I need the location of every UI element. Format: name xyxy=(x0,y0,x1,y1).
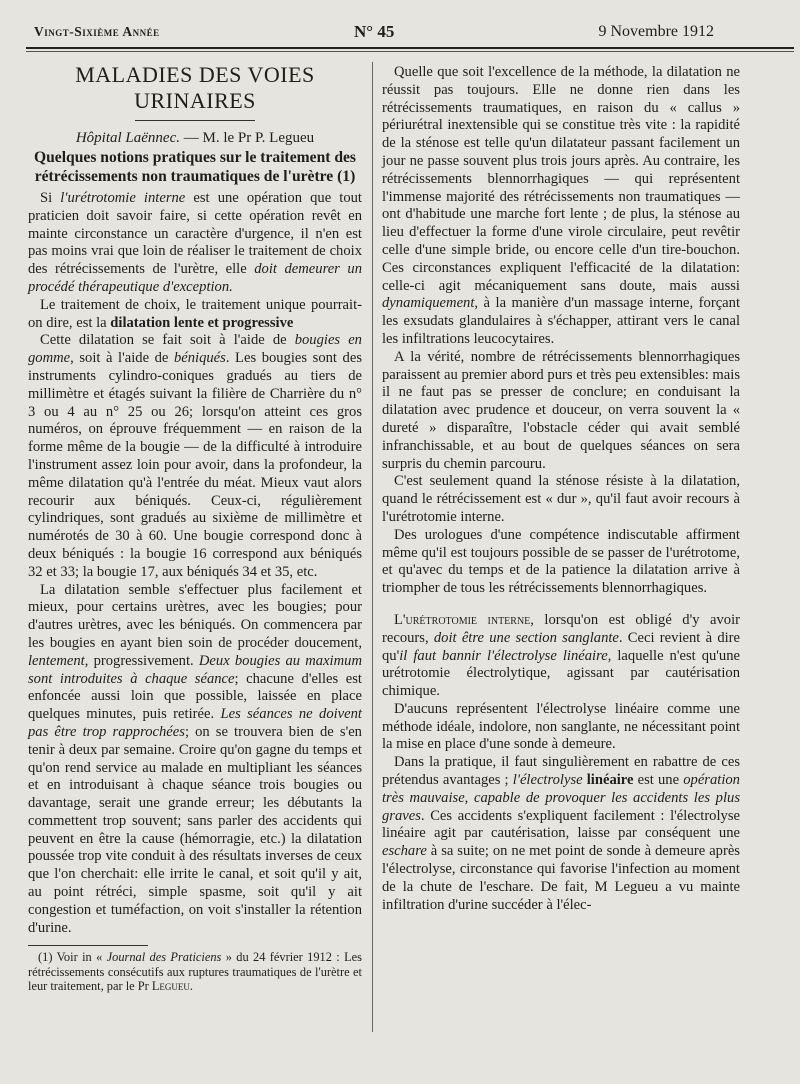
text-run: Deux bougies au maximum sont introduites à chaque séance xyxy=(28,652,362,687)
text-run: Des urologues d'une compétence indiscutable affirment même qu'il est toujours possible de se passer de l'urétrotome, et qu'avec du temps et de la patience la dilatation arrive à triompher de tous les rétrécissements blennorrhagiques. xyxy=(382,526,740,597)
text-run: ; on se trouvera bien de s'en tenir à deux par semaine. Croire qu'on gagne du temps et qu'on rend service au malade en multipliant les séances et en introduisant à chaque séance trois bougies ou davantage, serait une grande erreur; les débutants la commettent trop souvent; sans parler des accidents qui peuvent en être la cause (hémorragie, etc.) la dilatation poussée trop vite conduit à des résultats inverses de ceux que l'on cherchait: elle irrite le canal, et soit qu'il y ait, au point rétréci, simple spasme, soit qu'il y ait congestion et tuméfaction, on voit s'installer la rétention d'urine. xyxy=(28,723,362,936)
text-run: , soit à l'aide de xyxy=(70,350,174,367)
text-run: Les séances ne doivent pas être trop rapprochées xyxy=(28,706,362,740)
text-run: dilatation lente et progressive xyxy=(110,314,294,331)
author-name: — M. le Pr P. Legueu xyxy=(179,130,315,146)
text-run: (1) Voir in « xyxy=(38,950,107,965)
paragraph xyxy=(382,349,740,474)
text-run: l'électrolyse xyxy=(512,772,583,789)
text-run: Legueu xyxy=(151,979,190,994)
text-run: ; chacune d'elles est enfoncée aussi loin que possible, laissée en place quelques minutes, puis retirée. xyxy=(28,670,362,723)
text-run: C'est seulement quand la sténose résiste à la dilatation, quand le rétrécissement est « dur », qu'il faut avoir recours à l'urétrotomie interne. xyxy=(382,473,740,525)
paragraph xyxy=(28,297,362,333)
paragraph xyxy=(382,473,740,526)
right-column xyxy=(382,64,740,914)
footnote-rule xyxy=(28,945,148,946)
footnote xyxy=(28,950,362,994)
text-run: eschare xyxy=(382,843,427,860)
header-rule xyxy=(26,47,794,49)
hospital-name: Hôpital Laënnec. xyxy=(75,130,180,146)
left-column xyxy=(28,60,362,994)
text-run: . Les bougies sont des instruments cylindro-coniques gradués au tiers de millimètre et étagés suivant la filière de Charrière du n° 3 ou 4 au n° 25 ou 26; lorsqu'on atteint ces gros numéros, on éprouve fréquemment — en raison de la forme même de la bougie — de la difficulté à introduire l'instrument assez loin pour avoir, dans la profondeur, la même dilatation qu'à l'entrée du méat. Mieux vaut alors recourir aux béniqués. Ceux-ci, régulièrement cylindriques, sont gradués au sixième de millimètre et numérotés de 30 à 60. Une bougie correspond donc à deux béniqués : la bougie 16 correspond aux béniqués 32 et 33; la bougie 17, aux béniqués 34 et 35, etc. xyxy=(28,350,362,580)
text-run: Si xyxy=(40,190,61,206)
text-run: est une xyxy=(633,772,684,789)
text-run: lentement xyxy=(28,652,85,669)
text-run: linéaire xyxy=(582,772,634,789)
paragraph xyxy=(28,190,362,297)
text-run: doit demeurer un procédé thérapeutique d'exception. xyxy=(28,261,362,295)
title-rule xyxy=(135,120,255,121)
text-run: il faut bannir l'électrolyse linéaire xyxy=(399,647,608,664)
text-run: . Ceci revient à dire qu' xyxy=(382,629,741,664)
text-run: est une opération que tout praticien doit savoir faire, si cette opération revêt en mainte circonstance un caractère d'urgence, il n'en est pas moins vrai que loin de réaliser le traitement de choix des rétrécissements de l'urètre, elle xyxy=(28,190,362,278)
section-title: MALADIES DES VOIES URINAIRES xyxy=(75,62,315,113)
column-divider xyxy=(372,62,373,1032)
text-run: Le traitement de choix, le traitement unique pourrait-on dire, est la xyxy=(28,296,362,331)
text-run: béniqués xyxy=(173,350,226,367)
text-run: . Ces accidents s'expliquent facilement : l'électrolyse linéaire agit par cautérisation, laisse par conséquent une xyxy=(382,807,740,842)
text-run: . xyxy=(189,979,194,994)
text-run: , à la manière d'un massage interne, forçant les exsudats glandulaires à s'échapper, attirant vers le canal les infiltrations leucocytaires. xyxy=(382,295,740,347)
issue-number: N° 45 xyxy=(354,22,395,41)
text-run: » du 24 février 1912 : Les rétrécissements consécutifs aux ruptures traumatiques de l'urètre et leur traitement, par le Pr xyxy=(28,950,362,994)
text-run: Dans la pratique, il faut singulièrement en rabattre de ces prétendus avantages ; xyxy=(382,754,740,789)
byline xyxy=(28,129,362,147)
text-run: Cette dilatation se fait soit à l'aide de xyxy=(40,332,295,349)
text-run: opération très mauvaise, capable de provoquer les accidents les plus graves xyxy=(382,772,740,824)
text-run: doit être une section sanglante xyxy=(433,629,619,646)
text-run: , laquelle n'est qu'une urétrotomie électrolytique, agissant par cautérisation chimique. xyxy=(382,647,740,700)
text-run: à sa suite; on ne met point de sonde à demeure après l'électrolyse, circonstance qui favorise l'infection au moment de la chute de l'eschare. De fait, M Legueu a vu mainte infiltration d'urine succéder à l'élec- xyxy=(382,843,740,913)
paragraph xyxy=(382,612,740,701)
paragraph xyxy=(28,332,362,581)
article-title: Quelques notions pratiques sur le traitement des rétrécissements non traumatiques de l'urètre (1) xyxy=(34,149,356,185)
text-run: l'urétrotomie interne xyxy=(60,190,186,206)
text-run: , progressivement. xyxy=(84,652,199,669)
volume-label: Vingt-Sixième Année xyxy=(34,24,160,39)
text-run: D'aucuns représentent l'électrolyse linéaire comme une méthode idéale, indolore, non sanglante, ne nécessitant point la mise en place d'une sonde à demeure. xyxy=(382,700,740,753)
running-head xyxy=(34,22,714,44)
text-run: bougies en gomme xyxy=(28,332,362,367)
issue-date: 9 Novembre 1912 xyxy=(598,23,714,40)
text-run: , lorsqu'on est obligé d'y avoir recours, xyxy=(382,611,740,646)
text-run: A la vérité, nombre de rétrécissements blennorrhagiques paraissent au premier abord purs et très peu extensibles: mais il ne faut pas se presser de conclure; en conduisant la dilatation avec prudence et douceur, on verra souvent la « dureté » disparaître, l'obstacle céder qui avait semblé infranchissable, et au bout de quelques séances on sera surpris du chemin parcouru. xyxy=(382,348,740,472)
paragraph xyxy=(382,64,740,349)
paragraph xyxy=(382,754,740,914)
text-run: dynamiquement xyxy=(382,295,475,312)
text-run: La dilatation semble s'effectuer plus facilement et mieux, pour certains urètres, avec les bougies; pour d'autres urètres, avec les béniqués. On commencera par les bougies en ayant bien soin de procéder doucement, xyxy=(28,581,362,651)
text-run: L'urétrotomie interne xyxy=(394,611,531,628)
paragraph xyxy=(382,701,740,754)
header-rule-thin xyxy=(26,51,794,52)
text-run: Quelle que soit l'excellence de la méthode, la dilatation ne réussit pas toujours. Elle ne donne rien dans les rétrécissements traumatiques, en raison du « callus » périurétral inextensible qui se constitue très vite : la rapidité de la sténose est telle qu'un dilatateur passant facilement un jour ne passe souvent plus trois jours après. Au contraire, les rétrécissements blennorrhagiques — qui représentent l'immense majorité des rétrécissements non traumatiques — ont d'habitude une marche fort lente ; de plus, la sténose au lieu d'effectuer la forme d'une virole circulaire, peut revêtir celle d'une simple bride, ou encore celle d'un tire-bouchon. Ces circonstances expliquent l'efficacité de la dilatation: celle-ci agit mécaniquement sans doute, mais aussi xyxy=(382,64,740,294)
paragraph xyxy=(382,527,740,598)
text-run: Journal des Praticiens xyxy=(106,950,222,965)
paragraph xyxy=(28,582,362,938)
